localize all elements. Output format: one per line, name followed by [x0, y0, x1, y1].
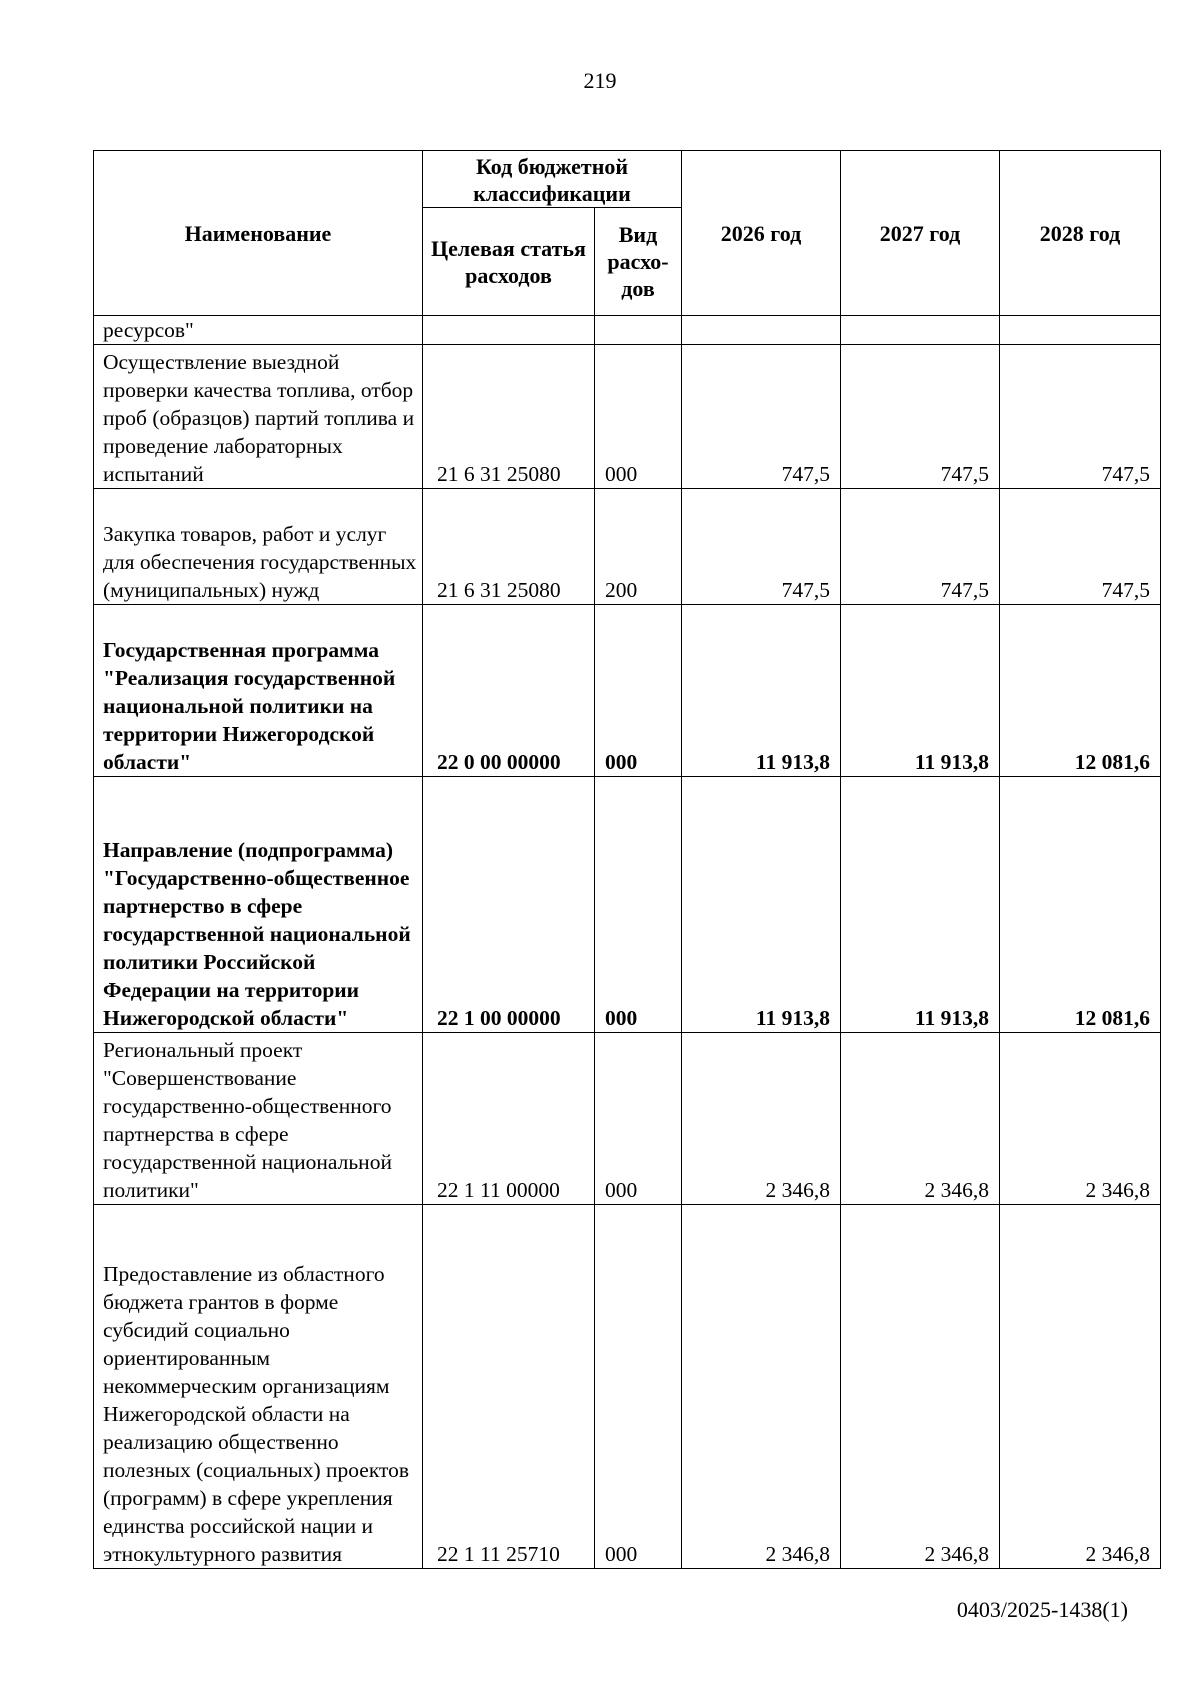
row-2026: 11 913,8	[682, 777, 841, 1033]
table-row	[94, 345, 1161, 489]
row-2026: 747,5	[682, 345, 841, 489]
header-code-group	[423, 151, 682, 208]
row-code: 22 1 11 25710	[423, 1205, 595, 1569]
row-2027: 11 913,8	[841, 605, 1000, 777]
row-2028: 747,5	[1000, 489, 1161, 605]
header-code-group-label: Код бюджетной классификации	[473, 154, 631, 206]
row-vid: 200	[595, 489, 682, 605]
row-2028: 12 081,6	[1000, 777, 1161, 1033]
header-name: Наименование	[94, 151, 423, 316]
row-code: 21 6 31 25080	[423, 345, 595, 489]
row-name: Закупка товаров, работ и услуг для обеспечения государственных (муниципальных) нужд	[94, 489, 423, 605]
row-code: 22 0 00 00000	[423, 605, 595, 777]
row-2027: 2 346,8	[841, 1205, 1000, 1569]
budget-table	[93, 150, 1161, 1569]
row-2026: 11 913,8	[682, 605, 841, 777]
row-2027: 747,5	[841, 345, 1000, 489]
row-2028: 2 346,8	[1000, 1033, 1161, 1205]
row-vid	[595, 316, 682, 345]
row-vid: 000	[595, 777, 682, 1033]
row-2026: 2 346,8	[682, 1205, 841, 1569]
row-vid: 000	[595, 345, 682, 489]
header-expense-type: Вид расхо-дов	[595, 208, 682, 316]
table-row	[94, 1205, 1161, 1569]
table-row	[94, 605, 1161, 777]
row-code: 22 1 11 00000	[423, 1033, 595, 1205]
row-2027	[841, 316, 1000, 345]
row-name: Осуществление выездной проверки качества топлива, отбор проб (образцов) партий топлива и проведение лабораторных испытаний	[94, 345, 423, 489]
row-code: 22 1 00 00000	[423, 777, 595, 1033]
row-2027: 2 346,8	[841, 1033, 1000, 1205]
row-name: Региональный проект "Совершенствование государственно-общественного партнерства в сфере государственной национальной политики"	[94, 1033, 423, 1205]
table-row	[94, 489, 1161, 605]
header-row-top	[94, 151, 1161, 208]
header-target-article: Целевая статья расходов	[423, 208, 595, 316]
row-code	[423, 316, 595, 345]
row-2027: 11 913,8	[841, 777, 1000, 1033]
row-2026: 2 346,8	[682, 1033, 841, 1205]
row-code: 21 6 31 25080	[423, 489, 595, 605]
table-row	[94, 777, 1161, 1033]
table-row	[94, 1033, 1161, 1205]
row-2028: 747,5	[1000, 345, 1161, 489]
row-name: Направление (подпрограмма) "Государственно-общественное партнерство в сфере государственной национальной политики Российской Федерации на территории Нижегородской области"	[94, 777, 423, 1033]
page-number: 219	[583, 68, 617, 93]
row-2028: 2 346,8	[1000, 1205, 1161, 1569]
row-vid: 000	[595, 1033, 682, 1205]
row-vid: 000	[595, 605, 682, 777]
header-year-2027: 2027 год	[841, 151, 1000, 316]
header-year-2028: 2028 год	[1000, 151, 1161, 316]
table-row	[94, 316, 1161, 345]
row-2026	[682, 316, 841, 345]
row-name: Предоставление из областного бюджета грантов в форме субсидий социально ориентированным некоммерческим организациям Нижегородской области на реализацию общественно полезных (социальных) проектов (программ) в сфере укрепления единства российской нации и этнокультурного развития	[94, 1205, 423, 1569]
row-name: ресурсов"	[94, 316, 423, 345]
row-vid: 000	[595, 1205, 682, 1569]
row-2028: 12 081,6	[1000, 605, 1161, 777]
document-number: 0403/2025-1438(1)	[956, 1597, 1128, 1622]
row-2027: 747,5	[841, 489, 1000, 605]
row-2028	[1000, 316, 1161, 345]
header-year-2026: 2026 год	[682, 151, 841, 316]
row-2026: 747,5	[682, 489, 841, 605]
row-name: Государственная программа "Реализация государственной национальной политики на территории Нижегородской области"	[94, 605, 423, 777]
